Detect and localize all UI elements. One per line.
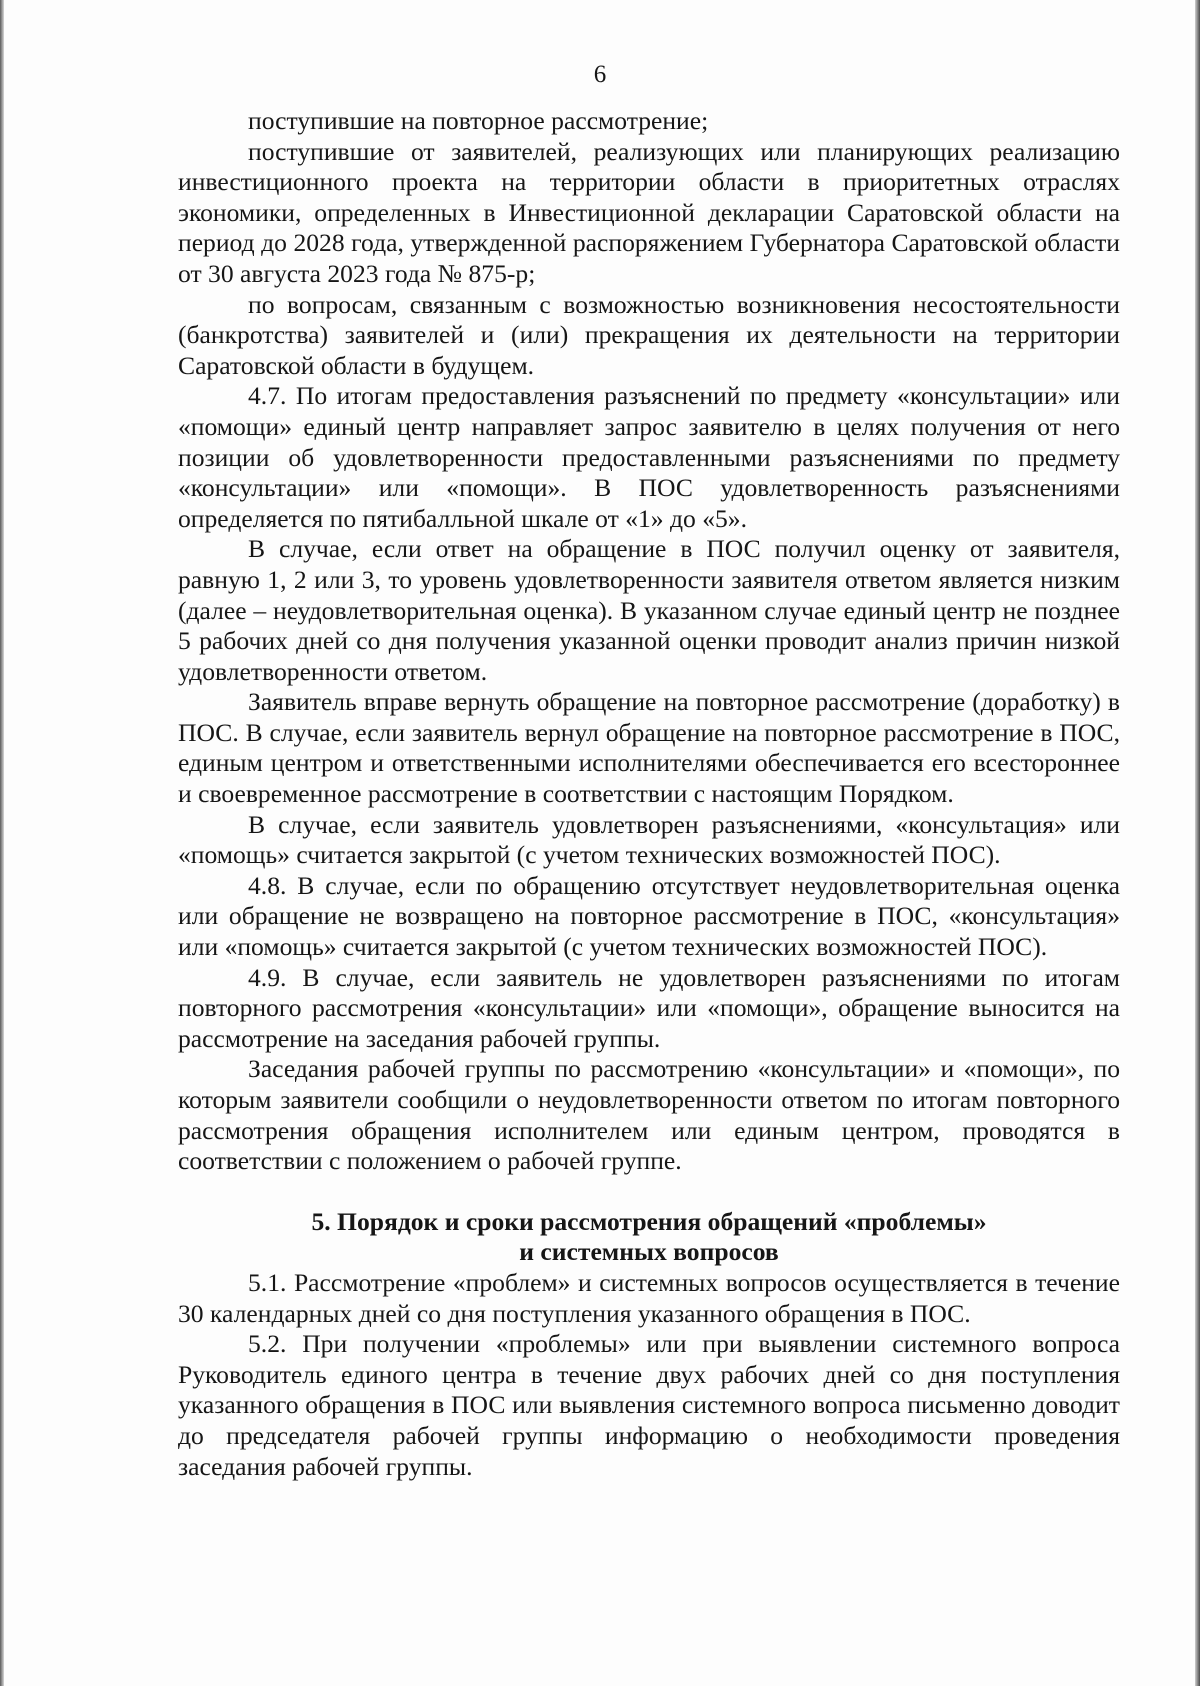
paragraph-return-request: Заявитель вправе вернуть обращение на повторное рассмотрение (доработку) в ПОС. В случае, если заявитель вернул обращение на повторное рассмотрение в ПОС, единым центром и ответственными исполнителями обеспечивается его всестороннее и своевременное рассмотрение в соответствии с настоящим Порядком. bbox=[178, 687, 1120, 809]
paragraph-satisfied: В случае, если заявитель удовлетворен разъяснениями, «консультация» или «помощь» считается закрытой (с учетом технических возможностей ПОС). bbox=[178, 809, 1120, 870]
paragraph-4-8: 4.8. В случае, если по обращению отсутствует неудовлетворительная оценка или обращение не возвращено на повторное рассмотрение в ПОС, «консультация» или «помощь» считается закрытой (с учетом технических возможностей ПОС). bbox=[178, 870, 1120, 962]
scan-edge-left bbox=[0, 0, 4, 1686]
paragraph-1: поступившие на повторное рассмотрение; bbox=[248, 106, 709, 135]
paragraph-2: поступившие от заявителей, реализующих или планирующих реализацию инвестиционного проекта на территории области в приоритетных отраслях экономики, определенных в Инвестиционной декларации Саратовской области на период до 2028 года, утвержденной распоряжением Губернатора Саратовской области от 30 августа 2023 года № 875-р; bbox=[178, 136, 1120, 288]
page-number: 6 bbox=[593, 61, 607, 88]
paragraph-5-1: 5.1. Рассмотрение «проблем» и системных вопросов осуществляется в течение 30 календарных дней со дня поступления указанного обращения в ПОС. bbox=[178, 1267, 1120, 1328]
section-heading-line-2: и системных вопросов bbox=[519, 1237, 779, 1267]
paragraph-rating-low: В случае, если ответ на обращение в ПОС получил оценку от заявителя, равную 1, 2 или 3, то уровень удовлетворенности заявителя ответом является низким (далее – неудовлетворительная оценка). В указанном случае единый центр не позднее 5 рабочих дней со дня получения указанной оценки проводит анализ причин низкой удовлетворенности ответом. bbox=[178, 534, 1120, 686]
paragraph-working-group: Заседания рабочей группы по рассмотрению «консультации» и «помощи», по которым заявители сообщили о неудовлетворенности ответом по итогам повторного рассмотрения обращения исполнителем или единым центром, проводятся в соответствии с положением о рабочей группе. bbox=[178, 1054, 1120, 1176]
paragraph-4-9: 4.9. В случае, если заявитель не удовлетворен разъяснениями по итогам повторного рассмотрения «консультации» или «помощи», обращение выносится на рассмотрение на заседания рабочей группы. bbox=[178, 962, 1120, 1053]
paragraph-3: по вопросам, связанным с возможностью возникновения несостоятельности (банкротства) заявителей и (или) прекращения их деятельности на территории Саратовской области в будущем. bbox=[178, 289, 1120, 380]
paragraph-5-2: 5.2. При получении «проблемы» или при выявлении системного вопроса Руководитель единого центра в течение двух рабочих дней со дня поступления указанного обращения в ПОС или выявления системного вопроса письменно доводит до председателя рабочей группы информацию о необходимости проведения заседания рабочей группы. bbox=[178, 1329, 1120, 1481]
scan-edge-right bbox=[1195, 0, 1200, 1686]
section-gap bbox=[178, 1177, 1120, 1207]
paragraph-4-7: 4.7. По итогам предоставления разъяснений по предмету «консультации» или «помощи» единый центр направляет запрос заявителю в целях получения от него позиции об удовлетворенности предоставленными разъяснениями по предмету «консультации» или «помощи». В ПОС удовлетворенность разъяснениями определяется по пятибалльной шкале от «1» до «5». bbox=[178, 381, 1120, 533]
document-body bbox=[178, 106, 1120, 1482]
section-heading-line-1: 5. Порядок и сроки рассмотрения обращений «проблемы» bbox=[311, 1206, 987, 1236]
